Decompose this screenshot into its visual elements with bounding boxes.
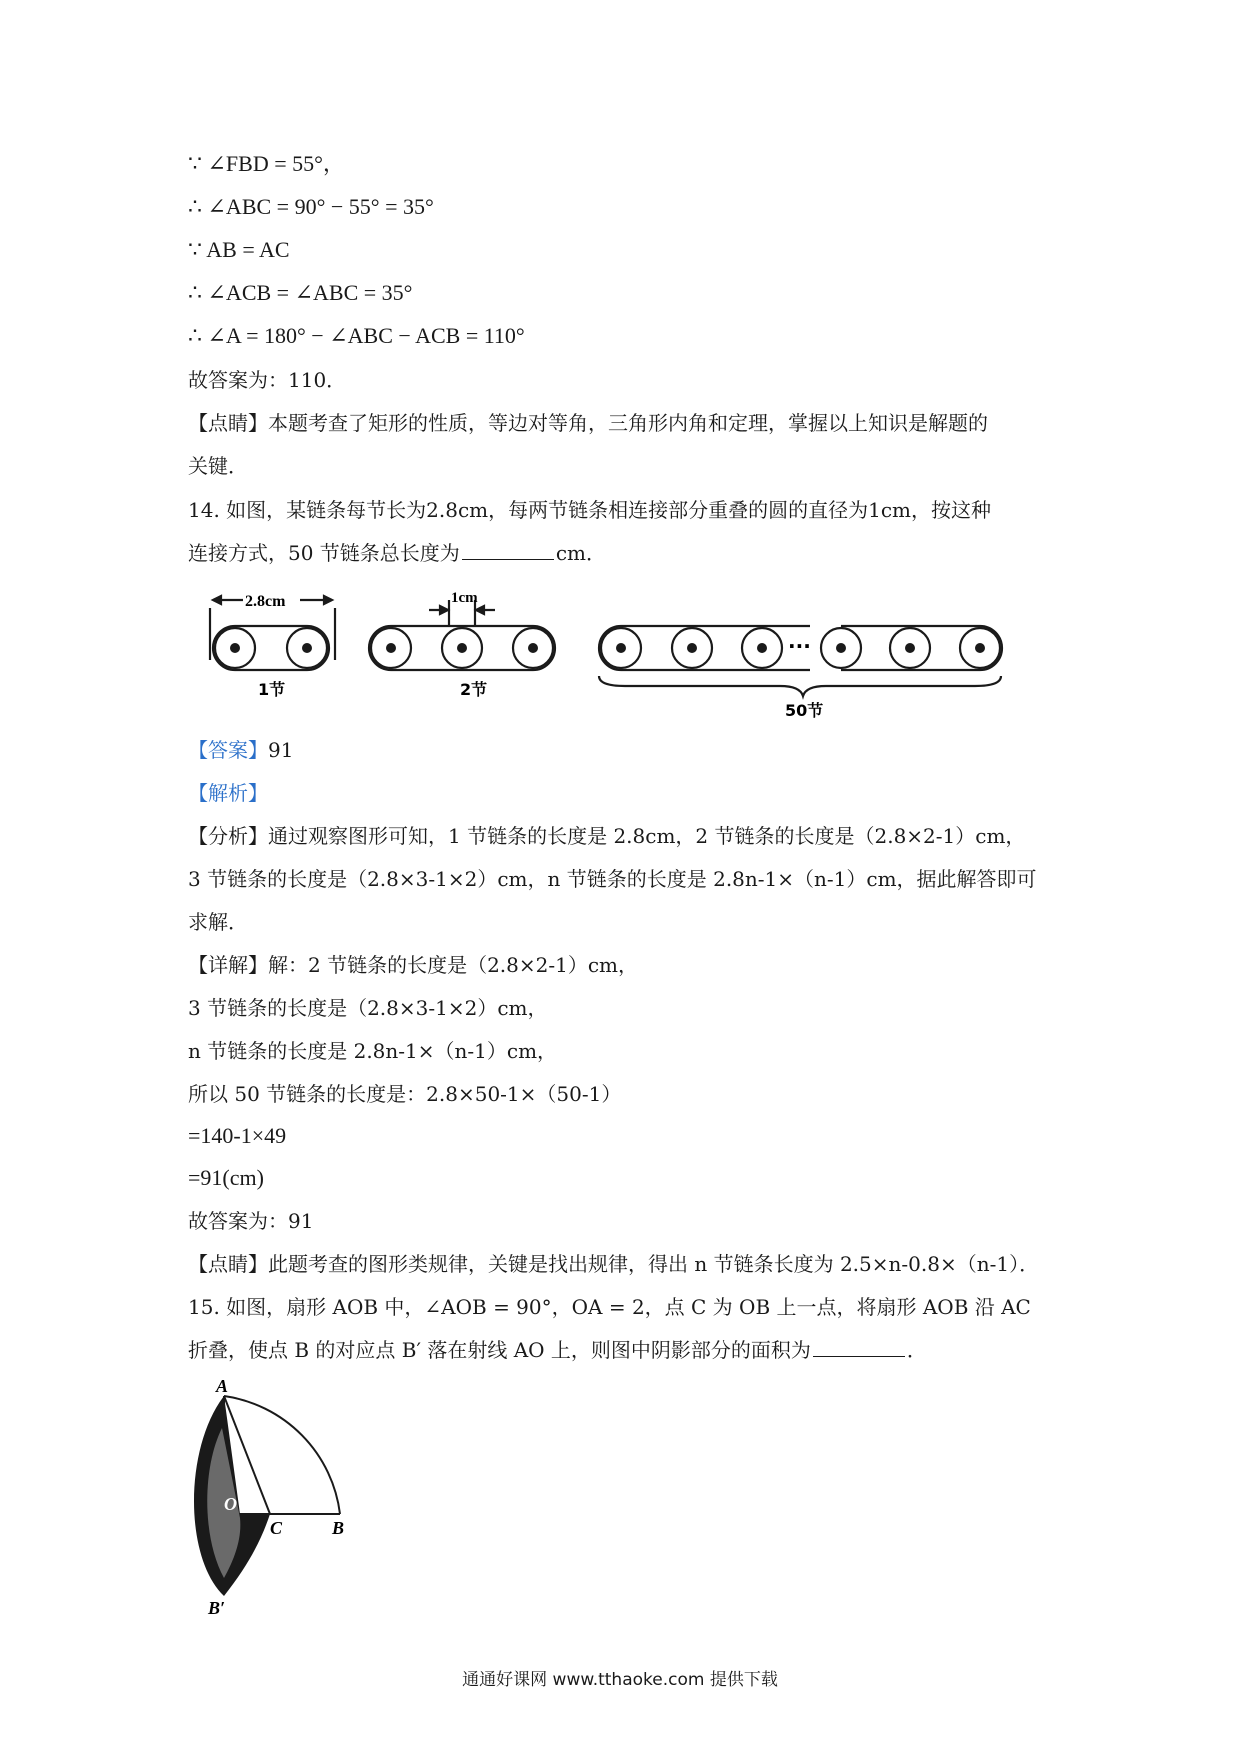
solution-line-1: ∵ ∠FBD = 55°， xyxy=(188,151,345,176)
dim-label-1cm: 1cm xyxy=(451,590,478,606)
detail-14-2: 3 节链条的长度是（2.8×3-1×2）cm， xyxy=(188,996,548,1020)
answer-14 xyxy=(188,736,293,764)
answer-blank-14[interactable] xyxy=(462,541,554,560)
question-15-period: ． xyxy=(906,1338,927,1362)
ellipsis: ··· xyxy=(788,634,811,658)
label-C: C xyxy=(270,1518,283,1538)
answer-line-13: 故答案为：110． xyxy=(188,368,347,392)
caption-2-sections: 2节 xyxy=(460,680,488,699)
analysis-tag: 【解析】 xyxy=(188,781,268,805)
label-B: B xyxy=(332,1518,345,1538)
solution-line-3: ∵ AB = AC xyxy=(188,237,290,262)
solution-line-5: ∴ ∠A = 180° − ∠ABC − ACB = 110° xyxy=(188,323,525,348)
chain-two-sections xyxy=(369,600,555,670)
solution-line-2: ∴ ∠ABC = 90° − 55° = 35° xyxy=(188,194,434,219)
caption-1-section: 1节 xyxy=(258,680,286,699)
question-14-text: 14. 如图，某链条每节长为2.8cm，每两节链条相连接部分重叠的圆的直径为1cm，按这种 xyxy=(188,498,992,522)
answer-value: 91 xyxy=(268,738,294,762)
dim-label-2-8cm: 2.8cm xyxy=(245,593,286,610)
detail-14-4: 所以 50 节链条的长度是：2.8×50-1×（50-1） xyxy=(188,1082,622,1106)
label-B-prime: B′ xyxy=(208,1598,226,1618)
analysis-14-2: 3 节链条的长度是（2.8×3-1×2）cm，n 节链条的长度是 2.8n-1×（n-1）cm，据此解答即可 xyxy=(188,867,1037,891)
question-15-text-2a: 折叠，使点 B 的对应点 B′ 落在射线 AO 上，则图中阴影部分的面积为 xyxy=(188,1338,811,1362)
question-14-text-2 xyxy=(188,539,606,567)
label-O: O xyxy=(224,1494,237,1514)
label-A: A xyxy=(216,1378,229,1396)
question-15-text: 15. 如图，扇形 AOB 中，∠AOB = 90°，OA = 2，点 C 为 OB 上一点，将扇形 AOB 沿 AC xyxy=(188,1295,1031,1319)
solution-line-4: ∴ ∠ACB = ∠ABC = 35° xyxy=(188,280,413,305)
detail-14-6: =91(cm) xyxy=(188,1165,264,1190)
answer-tag: 【答案】 xyxy=(188,738,268,762)
detail-14-3: n 节链条的长度是 2.8n-1×（n-1）cm， xyxy=(188,1039,558,1063)
tip-13-cont: 关键． xyxy=(188,454,248,478)
footer: 通通好课网 www.tthaoke.com 提供下载 xyxy=(462,1670,778,1690)
question-14-text-2a: 连接方式，50 节链条总长度为 xyxy=(188,541,460,565)
caption-50-sections: 50节 xyxy=(785,701,824,720)
analysis-14-3: 求解． xyxy=(188,910,248,934)
answer-line-14: 故答案为：91 xyxy=(188,1209,314,1233)
tip-13: 【点睛】本题考查了矩形的性质，等边对等角，三角形内角和定理，掌握以上知识是解题的 xyxy=(188,411,988,435)
detail-14-1: 【详解】解：2 节链条的长度是（2.8×2-1）cm， xyxy=(188,953,639,977)
question-14-unit: cm． xyxy=(555,541,606,565)
tip-14: 【点睛】此题考查的图形类规律，关键是找出规律，得出 n 节链条长度为 2.5×n-0.8×（n-1）． xyxy=(188,1252,1040,1276)
sector-figure xyxy=(180,1378,380,1618)
detail-14-5: =140-1×49 xyxy=(188,1123,287,1148)
chain-figure xyxy=(195,580,1025,720)
analysis-14-1: 【分析】通过观察图形可知，1 节链条的长度是 2.8cm，2 节链条的长度是（2.8×2-1）cm， xyxy=(188,824,1026,848)
answer-blank-15[interactable] xyxy=(813,1338,905,1357)
question-15-text-2 xyxy=(188,1336,927,1364)
